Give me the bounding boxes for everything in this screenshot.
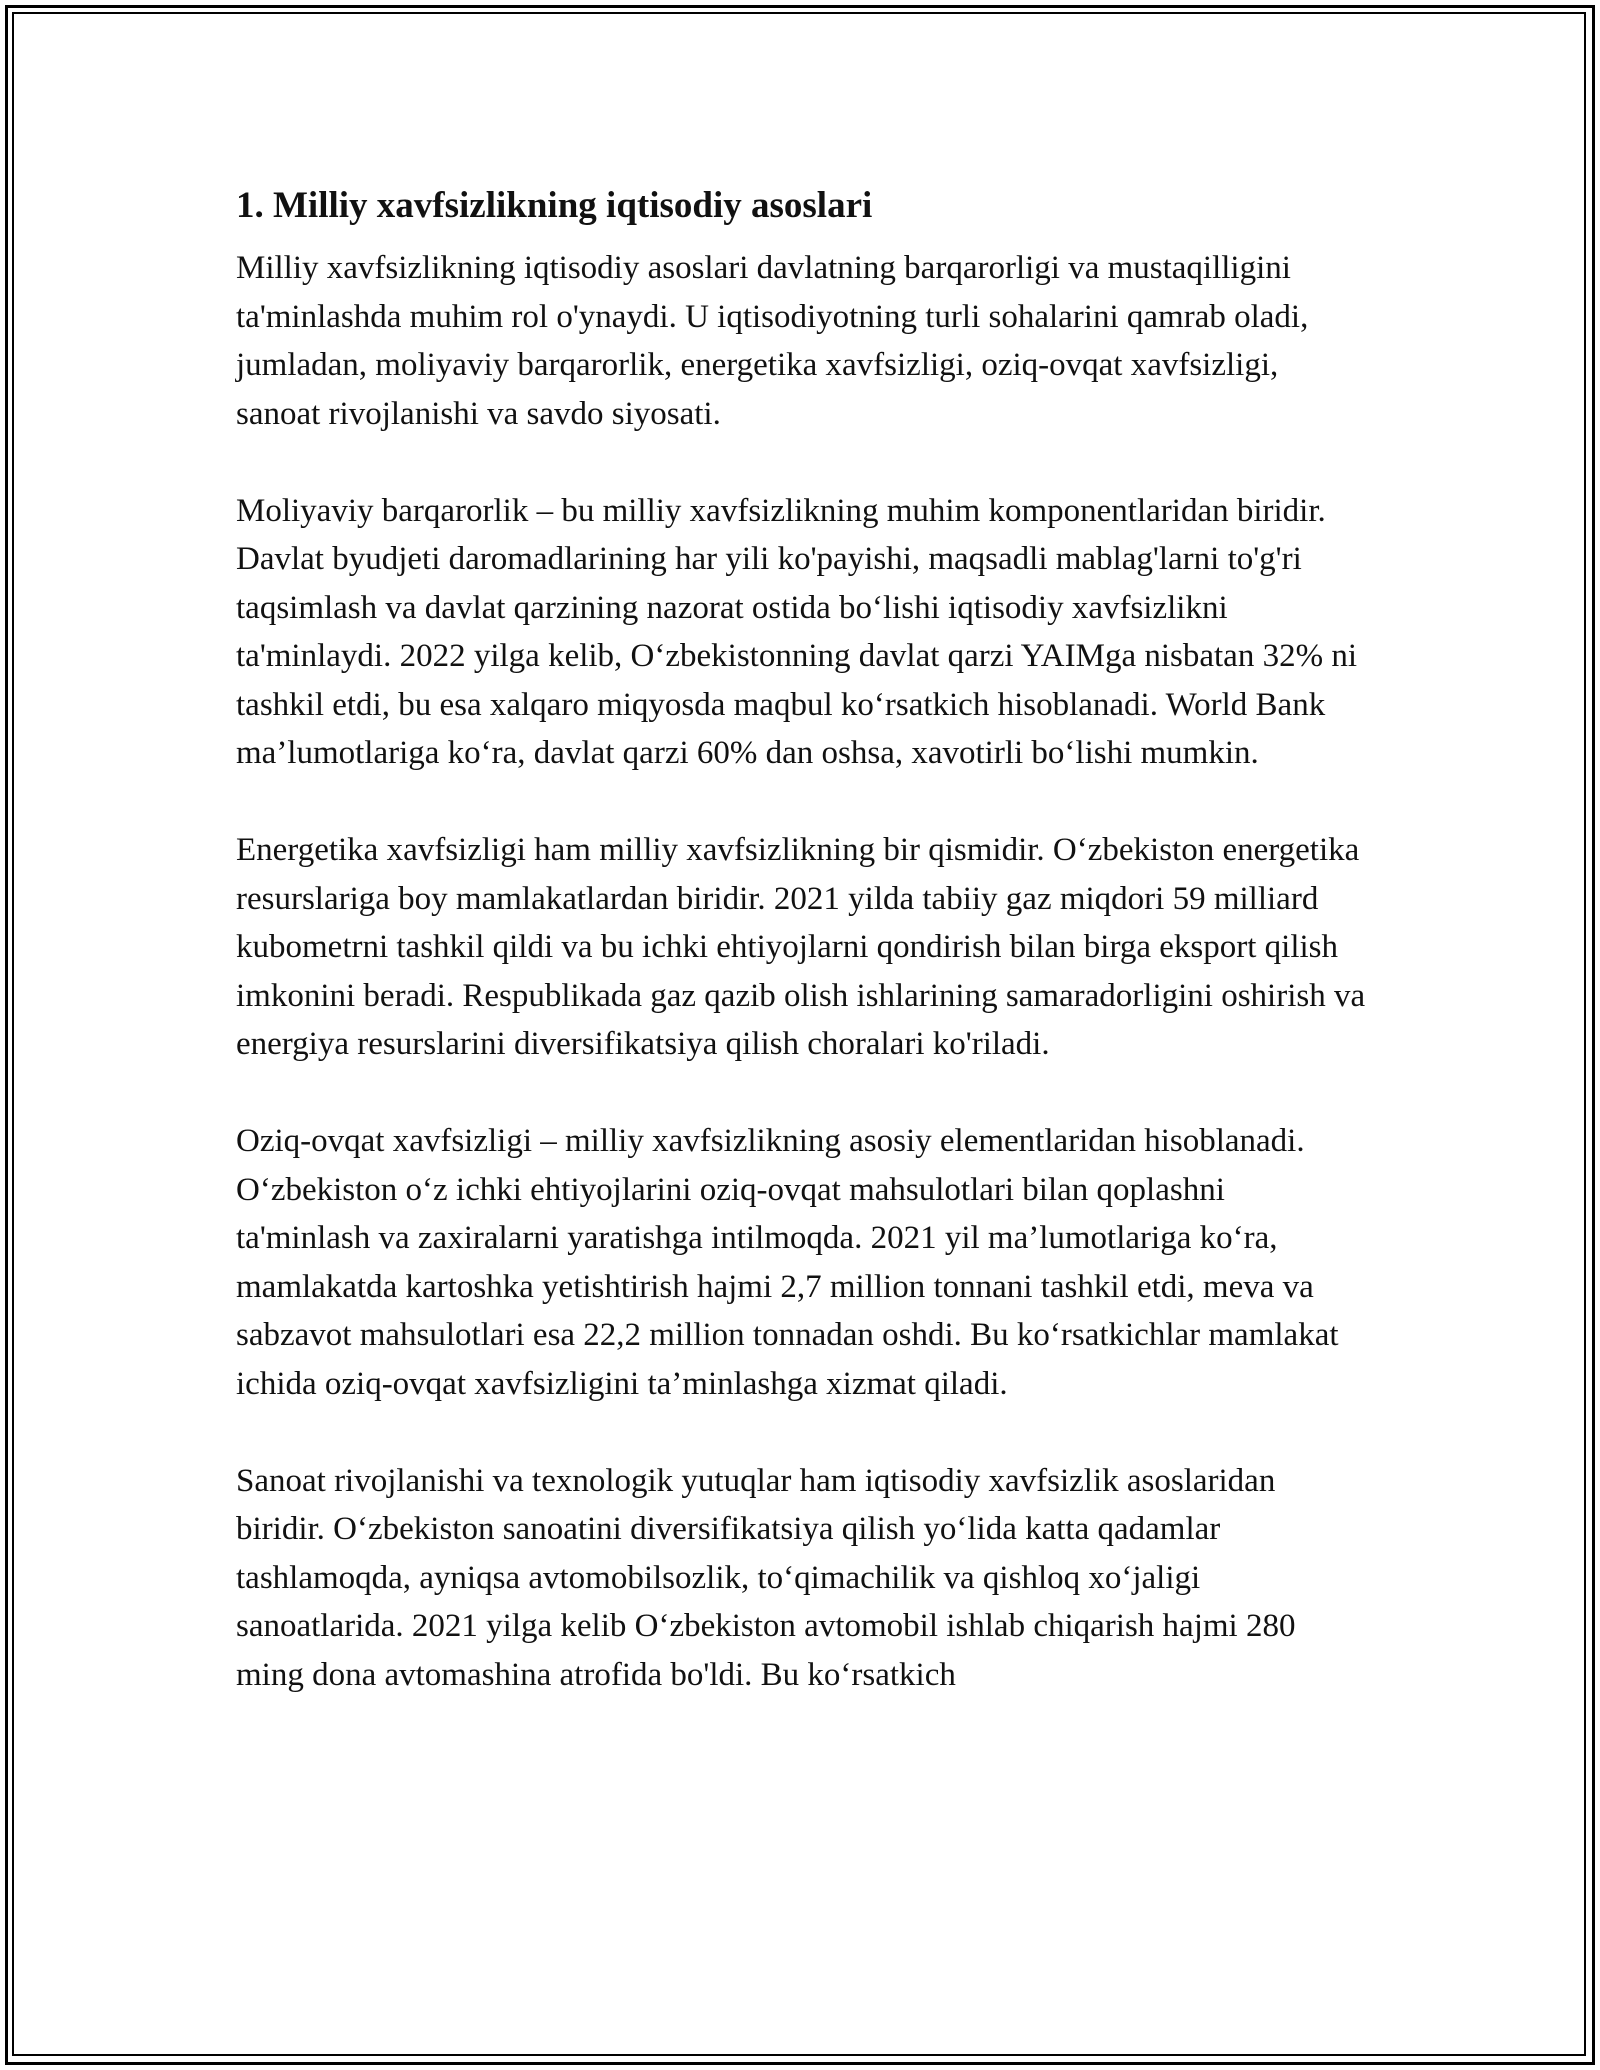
paragraph-intro: Milliy xavfsizlikning iqtisodiy asoslari davlatning barqarorligi va mustaqilligini ta'minlashda muhim rol o'ynaydi. U iqtisodiyotning turli sohalarini qamrab oladi, jumladan, moliyaviy barqarorlik, energetika xavfsizligi, oziq-ovqat xavfsizligi, sanoat rivojlanishi va savdo siyosati. (236, 250, 1309, 432)
section-heading: 1. Milliy xavfsizlikning iqtisodiy asoslari (236, 185, 873, 226)
document-body (236, 184, 1366, 1748)
paragraph-industry-development: Sanoat rivojlanishi va texnologik yutuqlar ham iqtisodiy xavfsizlik asoslaridan biridir. O‘zbekiston sanoatini diversifikatsiya qilish yo‘lida katta qadamlar tashlamoqda, ayniqsa avtomobilsozlik, to‘qimachilik va qishloq xo‘jaligi sanoatlarida. 2021 yilga kelib O‘zbekiston avtomobil ishlab chiqarish hajmi 280 ming dona avtomashina atrofida bo'ldi. Bu ko‘rsatkich (236, 1462, 1296, 1693)
paragraph-energy-security: Energetika xavfsizligi ham milliy xavfsizlikning bir qismidir. O‘zbekiston energetika resurslariga boy mamlakatlardan biridir. 2021 yilda tabiiy gaz miqdori 59 milliard kubometrni tashkil qildi va bu ichki ehtiyojlarni qondirish bilan birga eksport qilish imkonini beradi. Respublikada gaz qazib olish ishlarining samaradorligini oshirish va energiya resurslarini diversifikatsiya qilish choralari ko'riladi. (236, 832, 1366, 1063)
paragraph-food-security: Oziq-ovqat xavfsizligi – milliy xavfsizlikning asosiy elementlaridan hisoblanadi. O‘zbekiston o‘z ichki ehtiyojlarini oziq-ovqat mahsulotlari bilan qoplashni ta'minlash va zaxiralarni yaratishga intilmoqda. 2021 yil ma’lumotlariga ko‘ra, mamlakatda kartoshka yetishtirish hajmi 2,7 million tonnani tashkil etdi, meva va sabzavot mahsulotlari esa 22,2 million tonnadan oshdi. Bu ko‘rsatkichlar mamlakat ichida oziq-ovqat xavfsizligini ta’minlashga xizmat qiladi. (236, 1123, 1339, 1402)
paragraph-financial-stability: Moliyaviy barqarorlik – bu milliy xavfsizlikning muhim komponentlaridan biridir. Davlat byudjeti daromadlarining har yili ko'payishi, maqsadli mablag'larni to'g'ri taqsimlash va davlat qarzining nazorat ostida bo‘lishi iqtisodiy xavfsizlikni ta'minlaydi. 2022 yilga kelib, O‘zbekistonning davlat qarzi YAIMga nisbatan 32% ni tashkil etdi, bu esa xalqaro miqyosda maqbul ko‘rsatkich hisoblanadi. World Bank ma’lumotlariga ko‘ra, davlat qarzi 60% dan oshsa, xavotirli bo‘lishi mumkin. (236, 492, 1357, 772)
